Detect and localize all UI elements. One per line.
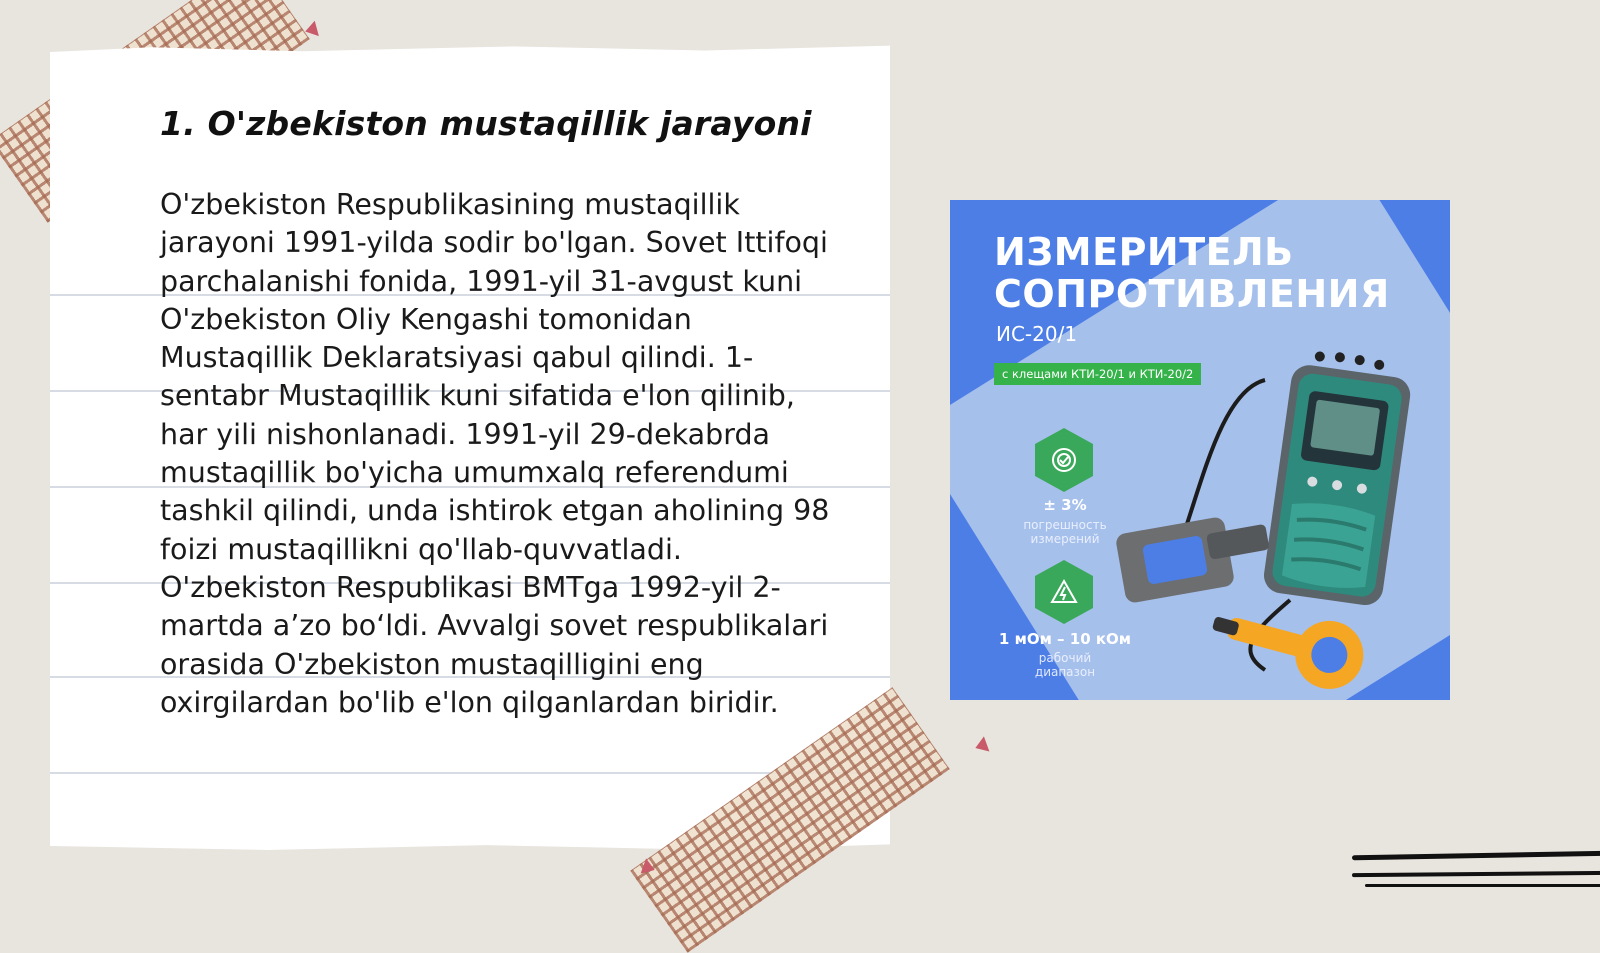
paper-rule-line — [50, 772, 890, 774]
spec-accuracy-value: ± 3% — [1043, 496, 1087, 514]
product-badge: с клещами КТИ-20/1 и КТИ-20/2 — [994, 363, 1201, 385]
brush-stroke-line — [1352, 851, 1600, 861]
product-model: ИС-20/1 — [996, 322, 1078, 346]
brush-stroke-line — [1365, 884, 1600, 887]
slide-title: 1. O'zbekiston mustaqillik jarayoni — [160, 104, 812, 143]
resistance-meter-illustration — [1115, 350, 1445, 690]
tape-corner-mark — [973, 736, 990, 755]
product-title-line2: СОПРОТИВЛЕНИЯ — [994, 272, 1390, 316]
spec-range-label: рабочий диапазон — [1034, 651, 1096, 679]
spec-range-value: 1 мОм – 10 кОм — [998, 630, 1132, 648]
slide-body-text: O'zbekiston Respublikasining mustaqillik jarayoni 1991-yilda sodir bo'lgan. Sovet Ittifoqi parchalanishi fonida, 1991-yil 31-avgust kuni O'zbekiston Oliy Kengashi tomonidan Mustaqillik Deklaratsiyasi qabul qilindi. 1-sentabr Mustaqillik kuni sifatida e'lon qilinib, har yili nishonlanadi. 1991-yil 29-dekabrda mustaqillik bo'yicha umumxalq referendumi tashkil qilindi, unda ishtirok etgan aholining 98 foizi mustaqillikni qo'llab-quvvatladi. O'zbekiston Respublikasi BMTga 1992-yil 2-martda a’zo bo‘ldi. Avvalgi sovet respublikalari orasida O'zbekiston mustaqilligini eng oxirgilardan bo'lib e'lon qilganlardan biridir. — [160, 188, 830, 719]
product-title-line1: ИЗМЕРИТЕЛЬ — [994, 230, 1294, 274]
brush-stroke-line — [1352, 871, 1600, 877]
spec-accuracy-label: погрешность измерений — [1023, 518, 1107, 546]
product-image — [950, 200, 1450, 700]
lightning-warning-icon — [1048, 576, 1080, 608]
target-check-icon — [1048, 444, 1080, 476]
